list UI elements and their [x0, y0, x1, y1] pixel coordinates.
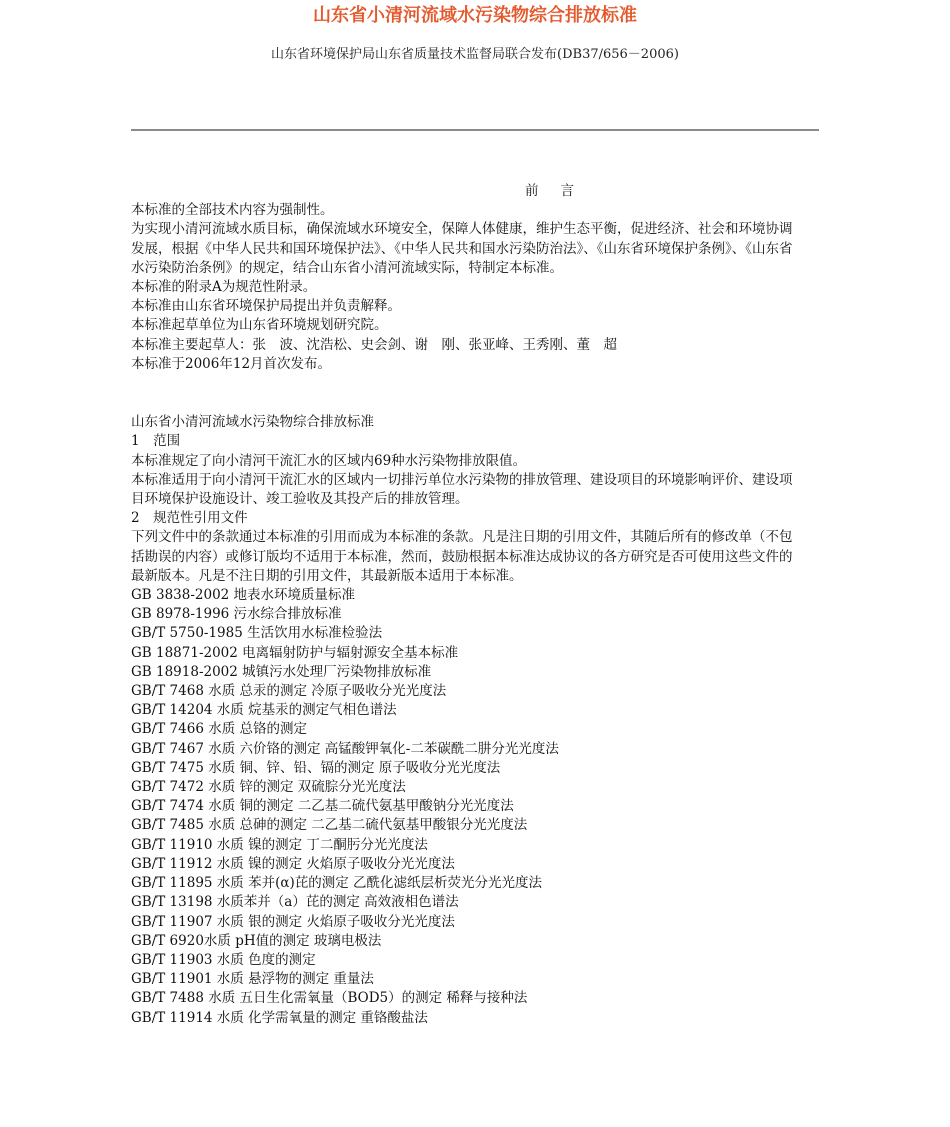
- reference-list: [131, 586, 803, 1028]
- document-publisher: 山东省环境保护局山东省质量技术监督局联合发布(DB37/656－2006): [271, 47, 679, 62]
- references-intro: 下列文件中的条款通过本标准的引用而成为本标准的条款。凡是注日期的引用文件，其随后所有的修改单（不包括勘误的内容）或修订版均不适用于本标准，然而，鼓励根据本标准达成协议的各方研究是否可使用这些文件的最新版本。凡是不注日期的引用文件，其最新版本适用于本标准。: [131, 529, 793, 584]
- section-heading-references: 2 规范性引用文件: [131, 510, 248, 527]
- standard-title: 山东省小清河流域水污染物综合排放标准: [131, 414, 374, 431]
- document-title: 山东省小清河流域水污染物综合排放标准: [313, 5, 637, 26]
- reference-item: GB/T 11901 水质 悬浮物的测定 重量法: [131, 971, 374, 988]
- reference-item: GB/T 11895 水质 苯并(α)芘的测定 乙酰化滤纸层析荧光分光光度法: [131, 875, 543, 892]
- standard-body: [131, 413, 803, 1028]
- reference-item: GB/T 11910 水质 镍的测定 丁二酮肟分光光度法: [131, 836, 428, 853]
- foreword-paragraph: 本标准起草单位为山东省环境规划研究院。: [131, 317, 388, 334]
- reference-item: GB/T 7467 水质 六价铬的测定 高锰酸钾氧化-二苯碳酰二肼分光光度法: [131, 740, 559, 757]
- header-divider: [131, 129, 819, 131]
- reference-item: GB/T 5750-1985 生活饮用水标准检验法: [131, 625, 383, 642]
- reference-item: GB 18871-2002 电离辐射防护与辐射源安全基本标准: [131, 644, 459, 661]
- foreword-section: [131, 182, 803, 374]
- foreword-paragraph: 本标准由山东省环境保护局提出并负责解释。: [131, 298, 401, 315]
- reference-item: GB 3838-2002 地表水环境质量标准: [131, 587, 356, 604]
- reference-item: GB/T 11903 水质 色度的测定: [131, 951, 316, 968]
- reference-item: GB/T 7466 水质 总铬的测定: [131, 721, 307, 738]
- release-date-paragraph: 本标准于2006年12月首次发布。: [131, 355, 332, 372]
- reference-item: GB/T 11912 水质 镍的测定 火焰原子吸收分光光度法: [131, 855, 455, 872]
- reference-item: GB/T 7475 水质 铜、锌、铅、镉的测定 原子吸收分光光度法: [131, 759, 501, 776]
- document-body: [131, 182, 803, 1028]
- drafters-paragraph: 本标准主要起草人：张 波、沈浩松、史会剑、谢 刚、张亚峰、王秀刚、董 超: [131, 336, 617, 353]
- reference-item: GB/T 11907 水质 银的测定 火焰原子吸收分光光度法: [131, 913, 455, 930]
- reference-item: GB 18918-2002 城镇污水处理厂污染物排放标准: [131, 663, 432, 680]
- scope-paragraph: 本标准规定了向小清河干流汇水的区域内69种水污染物排放限值。: [131, 452, 527, 469]
- foreword-paragraph: 本标准的全部技术内容为强制性。: [131, 202, 334, 219]
- foreword-paragraph: 本标准的附录A为规范性附录。: [131, 279, 317, 296]
- reference-item: GB/T 7472 水质 锌的测定 双硫腙分光光度法: [131, 779, 406, 796]
- reference-item: GB/T 7485 水质 总砷的测定 二乙基二硫代氨基甲酸银分光光度法: [131, 817, 528, 834]
- reference-item: GB/T 14204 水质 烷基汞的测定气相色谱法: [131, 702, 397, 719]
- reference-item: GB/T 7468 水质 总汞的测定 冷原子吸收分光光度法: [131, 683, 447, 700]
- reference-item: GB/T 11914 水质 化学需氧量的测定 重铬酸盐法: [131, 1009, 428, 1026]
- reference-item: GB/T 7474 水质 铜的测定 二乙基二硫代氨基甲酸钠分光光度法: [131, 798, 514, 815]
- reference-item: GB/T 13198 水质苯并（a）芘的测定 高效液相色谱法: [131, 894, 459, 911]
- foreword-heading: 前言: [525, 183, 596, 199]
- reference-item: GB/T 6920水质 pH值的测定 玻璃电极法: [131, 932, 382, 949]
- section-heading-scope: 1 范围: [131, 433, 181, 450]
- foreword-paragraph: 为实现小清河流域水质目标，确保流域水环境安全，保障人体健康，维护生态平衡，促进经济、社会和环境协调发展，根据《中华人民共和国环境保护法》、《中华人民共和国水污染防治法》、《山东省环境保护条例》、《山东省水污染防治条例》的规定，结合山东省小清河流域实际，特制定本标准。: [131, 221, 793, 276]
- reference-item: GB 8978-1996 污水综合排放标准: [131, 606, 342, 623]
- reference-item: GB/T 7488 水质 五日生化需氧量（BOD5）的测定 稀释与接种法: [131, 990, 528, 1007]
- scope-paragraph: 本标准适用于向小清河干流汇水的区域内一切排污单位水污染物的排放管理、建设项目的环境影响评价、建设项目环境保护设施设计、竣工验收及其投产后的排放管理。: [131, 471, 793, 508]
